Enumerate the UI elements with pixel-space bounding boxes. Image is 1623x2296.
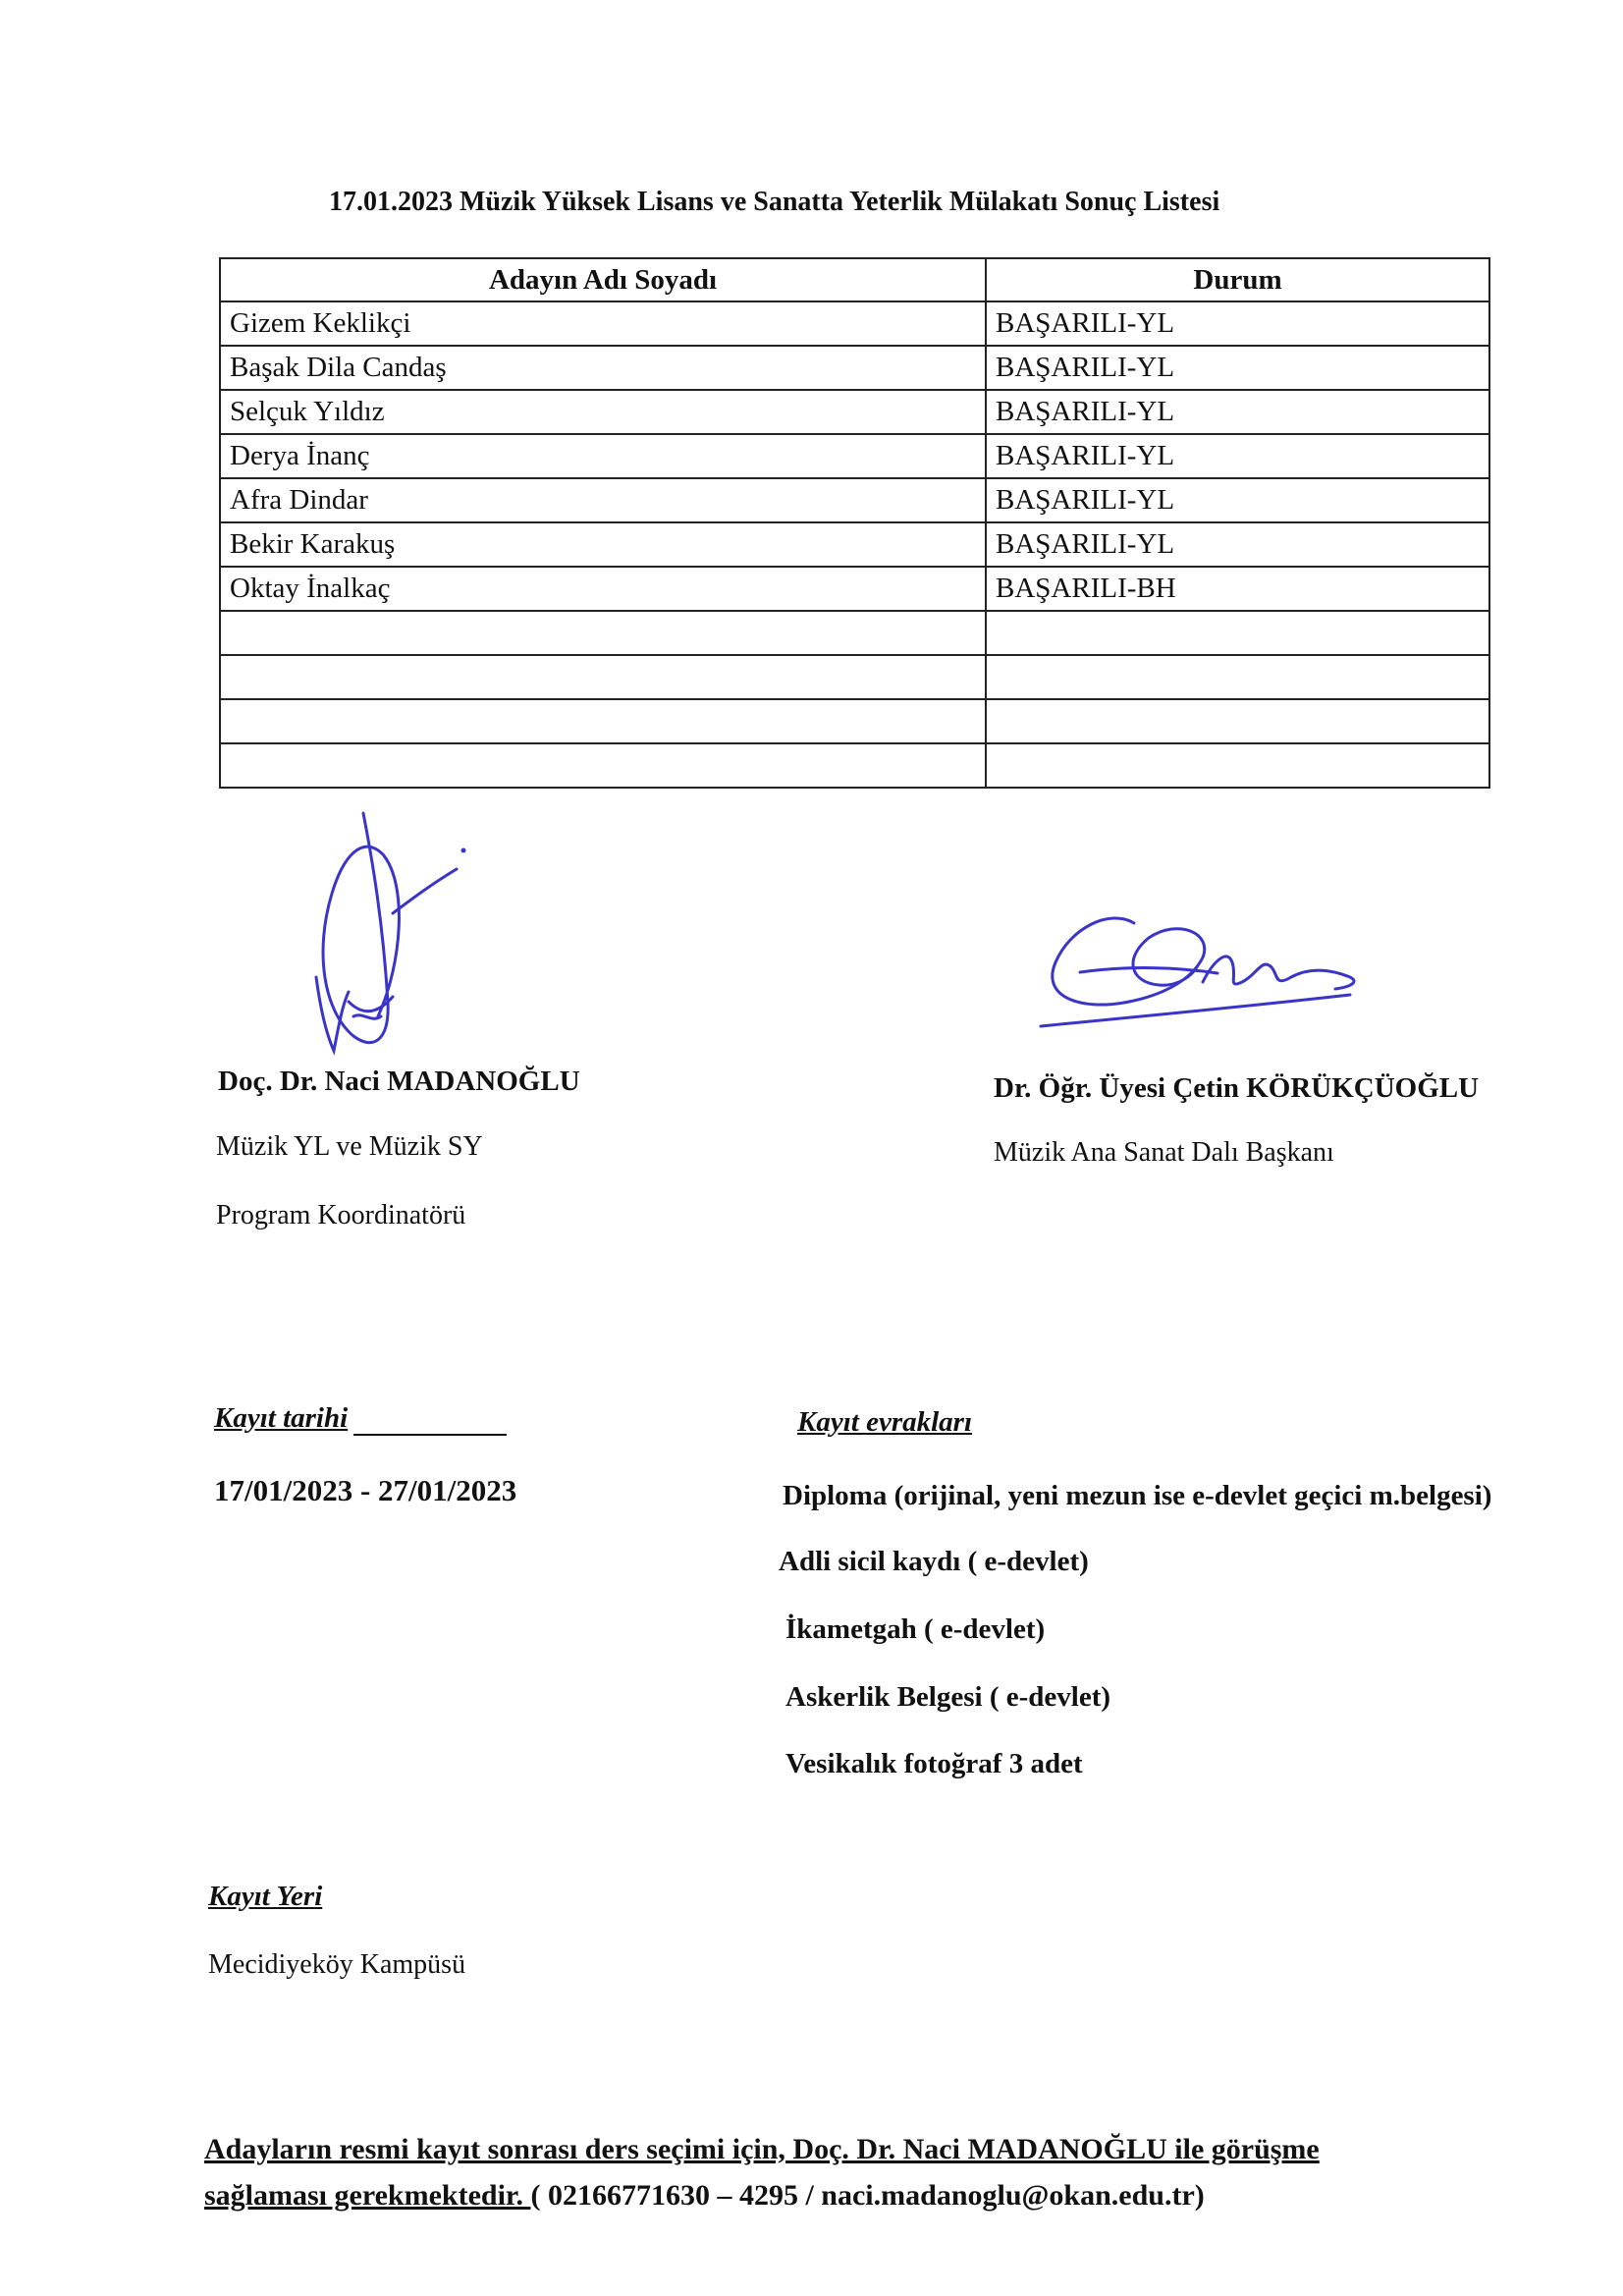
registration-date-range: 17/01/2023 - 27/01/2023: [214, 1473, 517, 1507]
candidate-name: Derya İnanç: [220, 434, 986, 478]
table-row: [220, 301, 1489, 346]
table-row: [220, 478, 1489, 522]
table-row: [220, 434, 1489, 478]
table-row: [220, 390, 1489, 434]
candidate-status: BAŞARILI-BH: [986, 567, 1489, 611]
registration-place-heading: Kayıt Yeri: [208, 1881, 323, 1912]
left-signatory-title: Program Koordinatörü: [216, 1200, 466, 1230]
registration-documents-heading: Kayıt evrakları: [797, 1406, 973, 1438]
candidate-name: Afra Dindar: [220, 478, 986, 522]
candidate-status: BAŞARILI-YL: [986, 434, 1489, 478]
column-header-name: Adayın Adı Soyadı: [220, 258, 986, 301]
document-item: İkametgah ( e-devlet): [785, 1613, 1046, 1645]
candidate-status: [986, 655, 1489, 699]
document-item: Adli sicil kaydı ( e-devlet): [779, 1546, 1089, 1577]
table-row-empty: [220, 743, 1489, 788]
footer-contact: ( 02166771630 – 4295 / naci.madanoglu@okan.edu.tr): [530, 2179, 1205, 2212]
table-row: [220, 567, 1489, 611]
table-header-row: [220, 258, 1489, 301]
candidate-status: BAŞARILI-YL: [986, 522, 1489, 567]
results-table: [219, 257, 1490, 789]
footer-note-line1: [204, 2133, 1510, 2166]
table-row: [220, 346, 1489, 390]
right-signatory-role: Müzik Ana Sanat Dalı Başkanı: [994, 1137, 1334, 1168]
candidate-name: [220, 655, 986, 699]
candidate-name: Gizem Keklikçi: [220, 301, 986, 346]
signature-right: [1021, 879, 1375, 1051]
candidate-name: Selçuk Yıldız: [220, 390, 986, 434]
footer-note-line2: [204, 2179, 1510, 2213]
footer-note-line1-text: Adayların resmi kayıt sonrası ders seçimi için, Doç. Dr. Naci MADANOĞLU ile görüşme: [204, 2133, 1320, 2165]
candidate-status: BAŞARILI-YL: [986, 390, 1489, 434]
document-item: Diploma (orijinal, yeni mezun ise e-devlet geçici m.belgesi): [783, 1480, 1492, 1511]
document-item: Vesikalık fotoğraf 3 adet: [785, 1748, 1083, 1779]
right-signatory-name: Dr. Öğr. Üyesi Çetin KÖRÜKÇÜOĞLU: [994, 1072, 1480, 1104]
candidate-status: [986, 611, 1489, 655]
candidate-status: BAŞARILI-YL: [986, 301, 1489, 346]
table-row-empty: [220, 699, 1489, 743]
candidate-name: Başak Dila Candaş: [220, 346, 986, 390]
heading-underline-extension: [353, 1434, 507, 1436]
candidate-name: Oktay İnalkaç: [220, 567, 986, 611]
document-item: Askerlik Belgesi ( e-devlet): [785, 1681, 1111, 1713]
signature-left: [295, 805, 471, 1061]
candidate-status: BAŞARILI-YL: [986, 346, 1489, 390]
candidate-status: [986, 699, 1489, 743]
candidate-name: [220, 611, 986, 655]
candidate-status: BAŞARILI-YL: [986, 478, 1489, 522]
footer-note-line2-underlined: sağlaması gerekmektedir.: [204, 2179, 531, 2212]
document-title: 17.01.2023 Müzik Yüksek Lisans ve Sanatta Yeterlik Mülakatı Sonuç Listesi: [329, 187, 1220, 217]
candidate-name: [220, 743, 986, 788]
table-row-empty: [220, 655, 1489, 699]
candidate-name: Bekir Karakuş: [220, 522, 986, 567]
left-signatory-role: Müzik YL ve Müzik SY: [216, 1131, 483, 1162]
registration-place: Mecidiyeköy Kampüsü: [208, 1949, 466, 1980]
column-header-status: Durum: [986, 258, 1489, 301]
table-row: [220, 522, 1489, 567]
candidate-status: [986, 743, 1489, 788]
candidate-name: [220, 699, 986, 743]
table-row-empty: [220, 611, 1489, 655]
left-signatory-name: Doç. Dr. Naci MADANOĞLU: [218, 1066, 580, 1097]
registration-date-heading: Kayıt tarihi: [214, 1402, 349, 1434]
